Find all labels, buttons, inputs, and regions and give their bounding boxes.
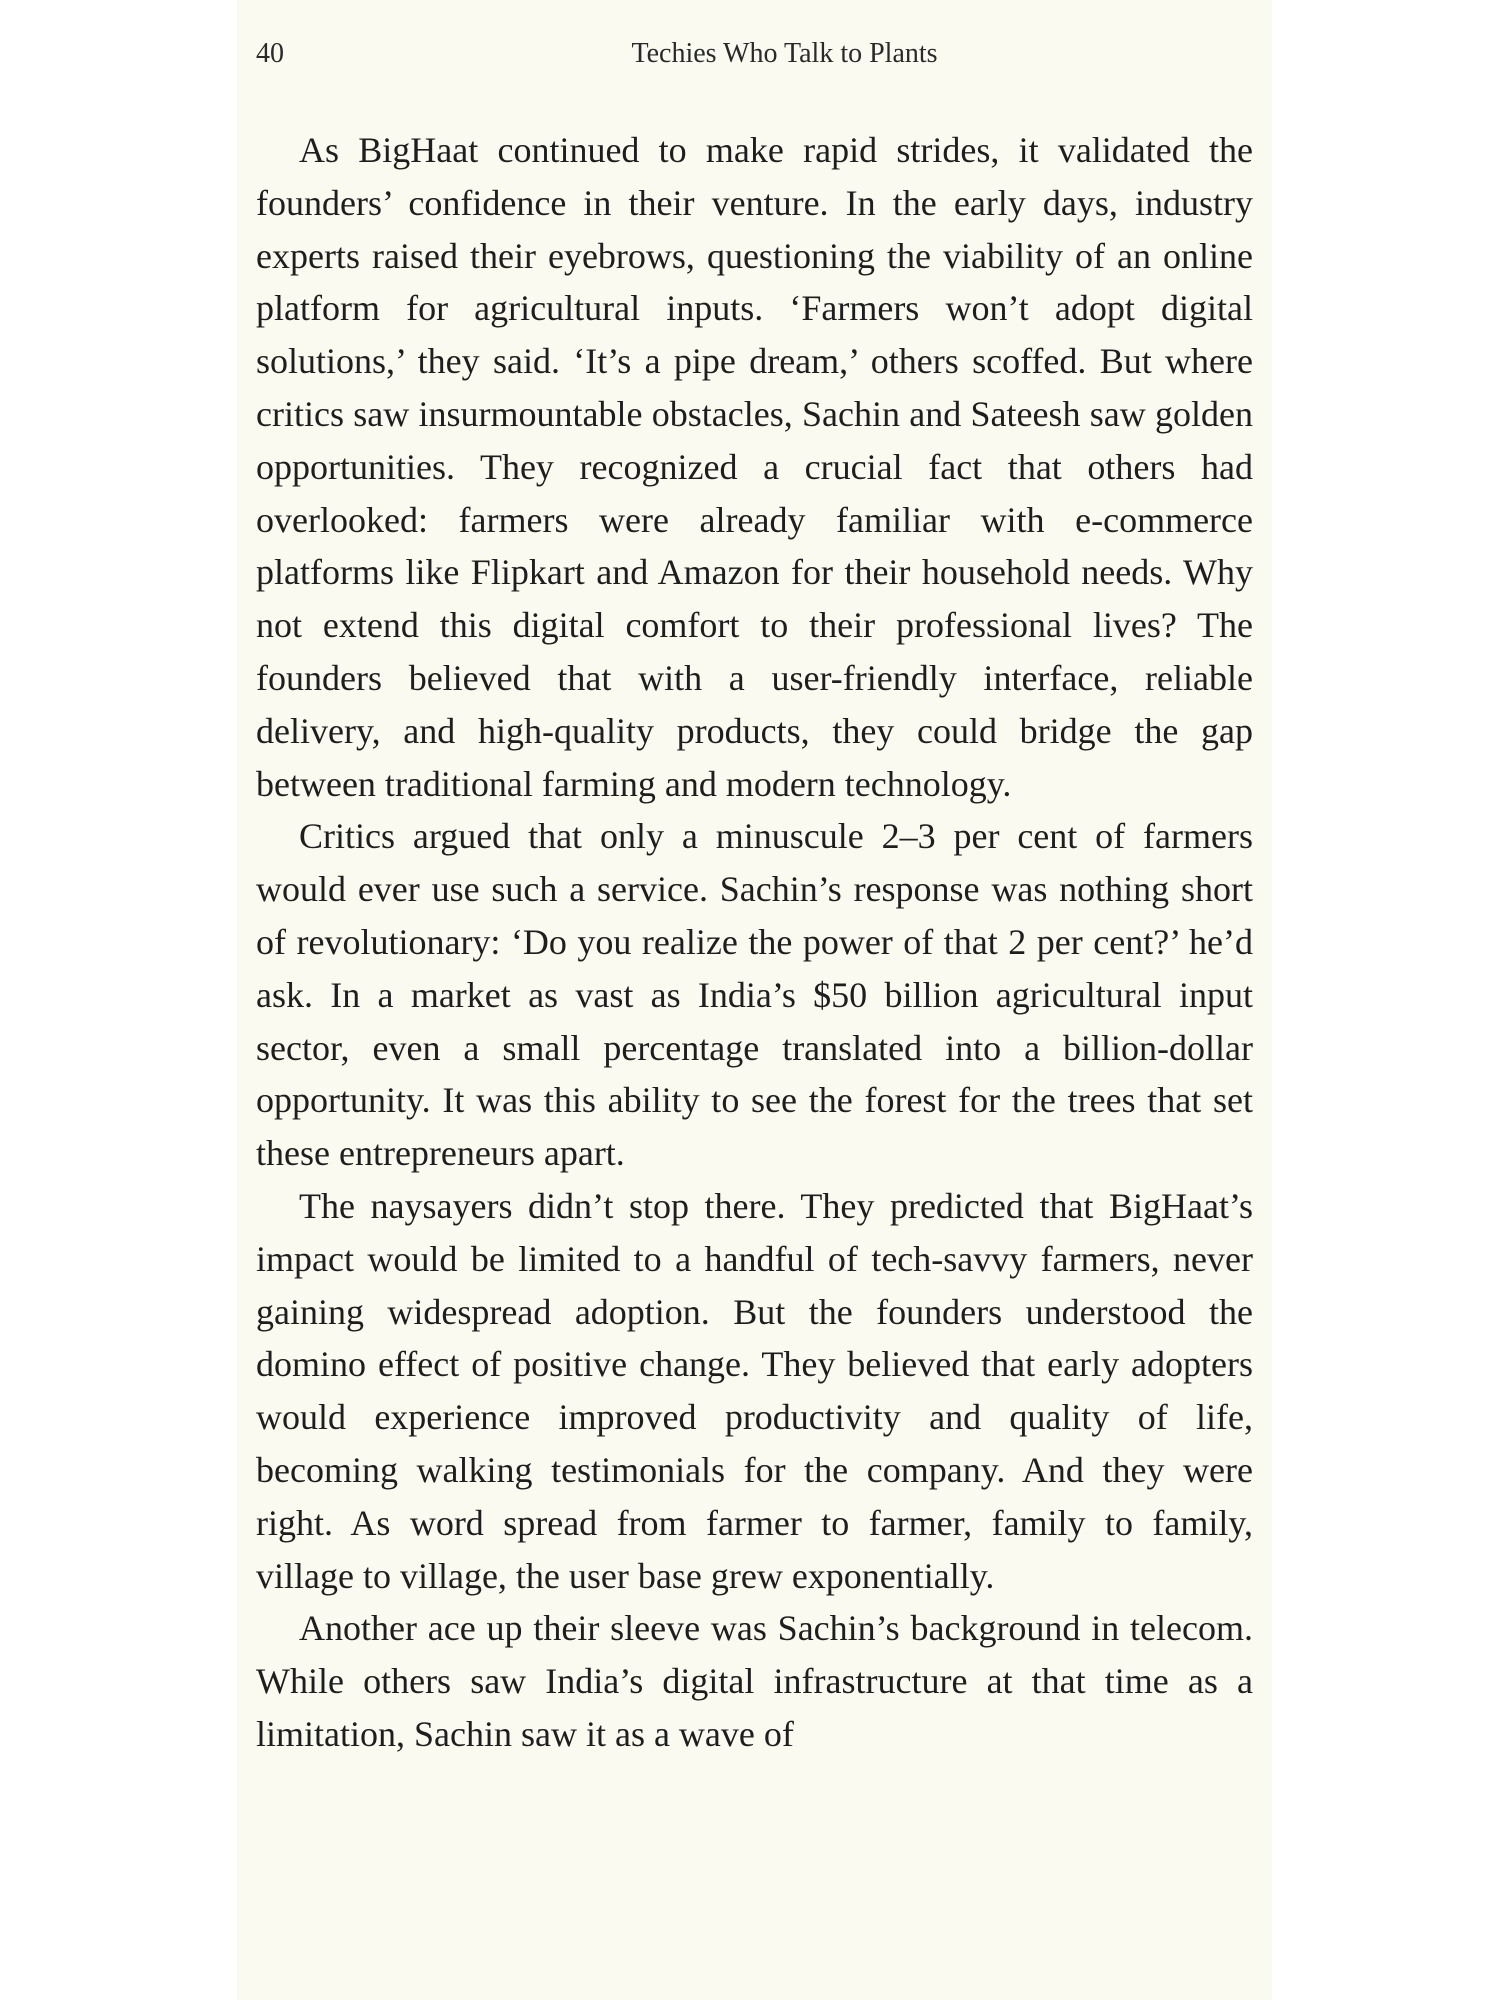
paragraph: Another ace up their sleeve was Sachin’s background in telecom. While others saw India’s digital infrastructure at that time as a limitation, Sachin saw it as a wave of: [256, 1608, 1253, 1754]
book-page: [237, 0, 1272, 2000]
paragraph: The naysayers didn’t stop there. They predicted that BigHaat’s impact would be limited to a handful of tech-savvy farmers, never gaining widespread adoption. But the founders understood the domino effect of positive change. They believed that early adopters would experience improved productivity and quality of life, becoming walking testimonials for the company. And they were right. As word spread from farmer to farmer, family to family, village to village, the user base grew exponentially.: [256, 1185, 1253, 1596]
page-header: [237, 38, 1272, 78]
page-number: 40: [256, 38, 284, 69]
running-title: Techies Who Talk to Plants: [631, 38, 938, 69]
body-text: [256, 124, 1253, 1761]
paragraph: Critics argued that only a minuscule 2–3 per cent of farmers would ever use such a service. Sachin’s response was nothing short of revolutionary: ‘Do you realize the power of that 2 per cent?’ he’d ask. In a market as vast as India’s $50 billion agricultural input sector, even a small percentage translated into a billion-dollar opportunity. It was this ability to see the forest for the trees that set these entrepreneurs apart.: [256, 816, 1253, 1174]
paragraph: As BigHaat continued to make rapid strides, it validated the founders’ confidence in their venture. In the early days, industry experts raised their eyebrows, questioning the viability of an online platform for agricultural inputs. ‘Farmers won’t adopt digital solutions,’ they said. ‘It’s a pipe dream,’ others scoffed. But where critics saw insurmountable obstacles, Sachin and Sateesh saw golden opportunities. They recognized a crucial fact that others had overlooked: farmers were already familiar with e-commerce platforms like Flipkart and Amazon for their household needs. Why not extend this digital comfort to their professional lives? The founders believed that with a user-friendly interface, reliable delivery, and high-quality products, they could bridge the gap between traditional farming and modern technology.: [256, 130, 1253, 804]
